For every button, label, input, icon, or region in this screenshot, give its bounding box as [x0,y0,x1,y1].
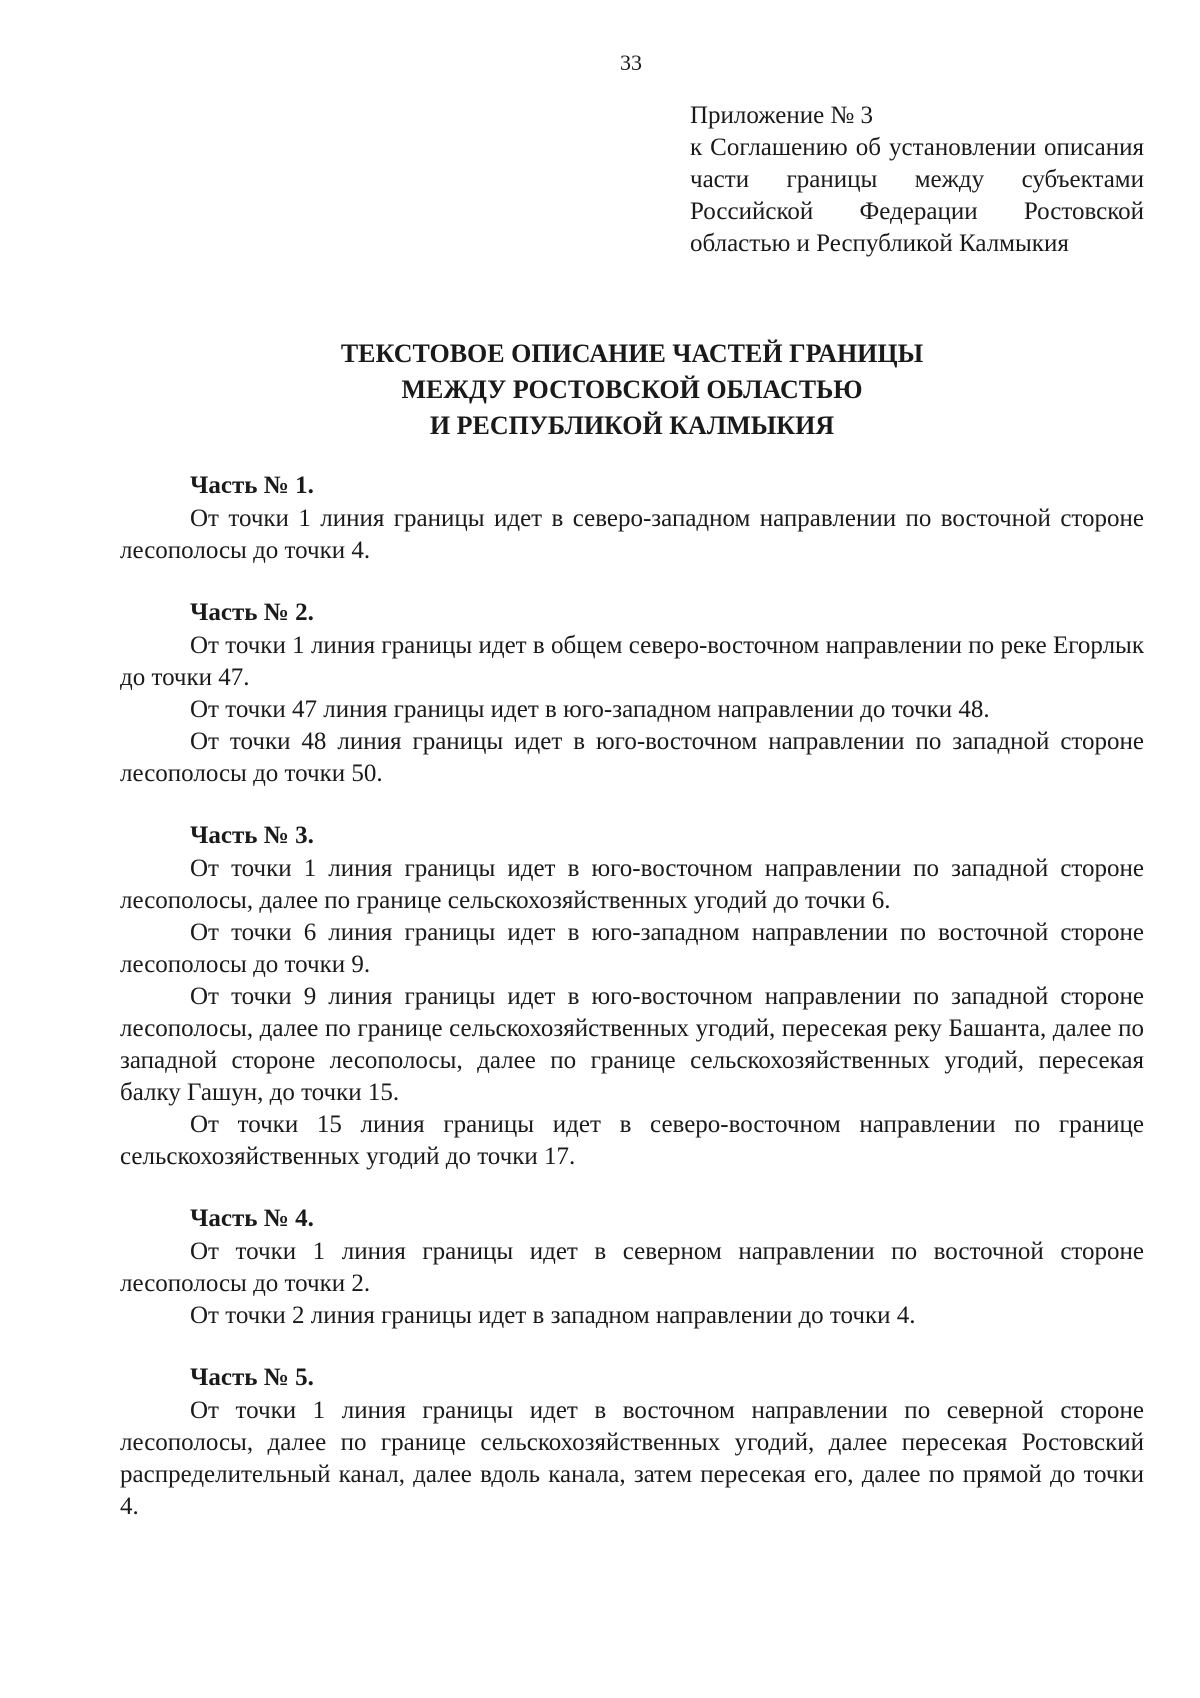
section-title: Часть № 2. [190,599,314,626]
paragraph: От точки 48 линия границы идет в юго-восточном направлении по западной стороне лесополосы до точки 50. [120,728,1144,787]
title-line-1: ТЕКСТОВОЕ ОПИСАНИЕ ЧАСТЕЙ ГРАНИЦЫ [340,339,924,368]
paragraph: От точки 1 линия границы идет в восточном направлении по северной стороне лесополосы, далее по границе сельскохозяйственных угодий, далее пересекая Ростовский распределительный канал, далее вдоль канала, затем пересекая его, далее по прямой до точки 4. [120,1397,1144,1520]
section-part-3 [120,820,1144,1173]
paragraph: От точки 9 линия границы идет в юго-восточном направлении по западной стороне лесополосы, далее по границе сельскохозяйственных угодий, пересекая реку Башанта, далее по западной стороне лесополосы, далее по границе сельскохозяйственных угодий, пересекая балку Гашун, до точки 15. [120,983,1144,1106]
document-body [120,470,1144,1553]
annex-number: Приложение № 3 [690,102,874,129]
paragraph: От точки 1 линия границы идет в юго-восточном направлении по западной стороне лесополосы, далее по границе сельскохозяйственных угодий до точки 6. [120,855,1144,914]
section-title: Часть № 3. [190,822,314,849]
paragraph: От точки 6 линия границы идет в юго-западном направлении по восточной стороне лесополосы до точки 9. [120,919,1144,978]
paragraph: От точки 1 линия границы идет в северо-западном направлении по восточной стороне лесополосы до точки 4. [120,505,1144,564]
paragraph: От точки 2 линия границы идет в западном направлении до точки 4. [190,1302,916,1329]
paragraph: От точки 1 линия границы идет в общем северо-восточном направлении по реке Егорлык до точки 47. [120,632,1144,691]
section-title: Часть № 4. [190,1205,314,1232]
section-title: Часть № 5. [190,1364,314,1391]
paragraph: От точки 15 линия границы идет в северо-восточном направлении по границе сельскохозяйственных угодий до точки 17. [120,1111,1144,1170]
annex-header [690,100,1144,260]
section-part-2 [120,597,1144,790]
annex-reference: к Соглашению об установлении описания части границы между субъектами Российской Федерации Ростовской областью и Республикой Калмыкия [690,134,1144,257]
section-title: Часть № 1. [190,472,314,499]
paragraph: От точки 1 линия границы идет в северном направлении по восточной стороне лесополосы до точки 2. [120,1238,1144,1297]
section-part-4 [120,1203,1144,1332]
document-title [120,336,1144,444]
page-number: 33 [620,50,642,75]
title-line-2: МЕЖДУ РОСТОВСКОЙ ОБЛАСТЬЮ [401,375,863,404]
section-part-1 [120,470,1144,567]
paragraph: От точки 47 линия границы идет в юго-западном направлении до точки 48. [190,696,990,723]
section-part-5 [120,1362,1144,1523]
title-line-3: И РЕСПУБЛИКОЙ КАЛМЫКИЯ [429,411,835,440]
